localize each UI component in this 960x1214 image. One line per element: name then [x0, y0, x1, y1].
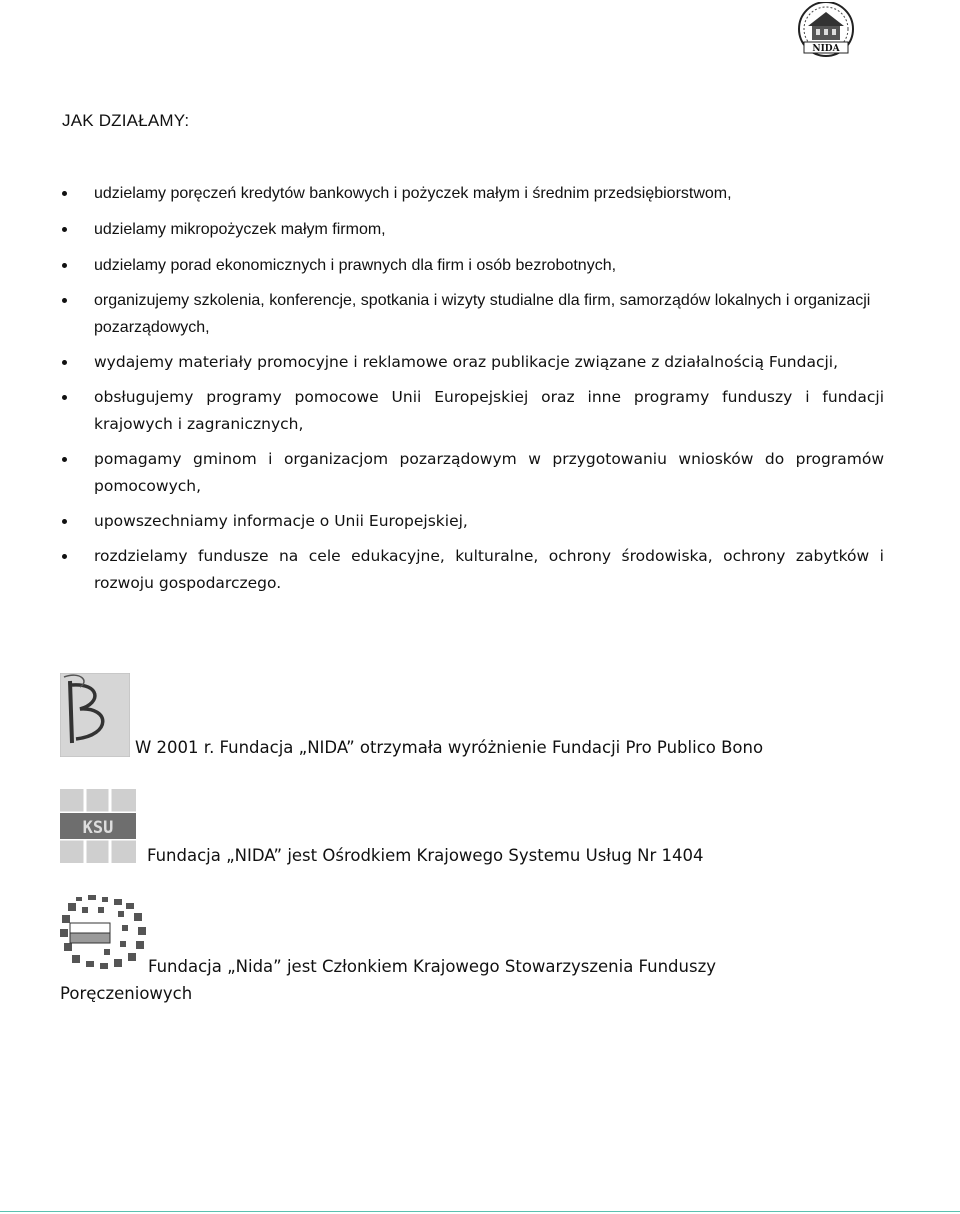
bullet-icon [62, 457, 67, 462]
list-item: udzielamy mikropożyczek małym firmom, [62, 216, 884, 243]
page-heading: JAK DZIAŁAMY: [62, 111, 190, 130]
list-item: wydajemy materiały promocyjne i reklamowe oraz publikacje związane z działalnością Fundacji, [62, 349, 884, 376]
bullet-icon [62, 191, 67, 196]
award-ksfp-line1: Fundacja „Nida” jest Członkiem Krajowego Stowarzyszenia Funduszy [148, 957, 717, 976]
bullet-icon [62, 554, 67, 559]
bottom-divider [0, 1211, 960, 1212]
bullet-icon [62, 227, 67, 232]
list-item: udzielamy poręczeń kredytów bankowych i pożyczek małym i średnim przedsiębiorstwom, [62, 180, 884, 207]
ksu-icon [60, 789, 136, 863]
list-item: obsługujemy programy pomocowe Unii Europejskiej oraz inne programy funduszy i fundacji krajowych i zagranicznych, [62, 384, 884, 438]
list-item: upowszechniamy informacje o Unii Europejskiej, [62, 508, 884, 535]
list-item: pomagamy gminom i organizacjom pozarządowym w przygotowaniu wniosków do programów pomocowych, [62, 446, 884, 500]
award-ksfp-line2: Poręczeniowych [60, 984, 193, 1003]
nida-logo [794, 2, 858, 58]
logo-text: NIDA [812, 44, 840, 54]
list-item: udzielamy porad ekonomicznych i prawnych dla firm i osób bezrobotnych, [62, 252, 884, 279]
list-item: organizujemy szkolenia, konferencje, spotkania i wizyty studialne dla firm, samorządów lokalnych i organizacji pozarządowych, [62, 287, 884, 341]
pro-publico-bono-icon [60, 673, 130, 757]
bullet-icon [62, 395, 67, 400]
award-ksu: Fundacja „NIDA” jest Ośrodkiem Krajowego Systemu Usług Nr 1404 [147, 846, 704, 865]
ksu-icon-text: KSU [82, 818, 114, 838]
bullet-icon [62, 263, 67, 268]
bullet-icon [62, 519, 67, 524]
award-pro-publico-bono: W 2001 r. Fundacja „NIDA” otrzymała wyróżnienie Fundacji Pro Publico Bono [135, 738, 764, 757]
list-item: rozdzielamy fundusze na cele edukacyjne, kulturalne, ochrony środowiska, ochrony zabytków i rozwoju gospodarczego. [62, 543, 884, 597]
activities-list [62, 180, 884, 597]
award-ksfp [60, 953, 900, 1007]
bullet-icon [62, 360, 67, 365]
bullet-icon [62, 298, 67, 303]
